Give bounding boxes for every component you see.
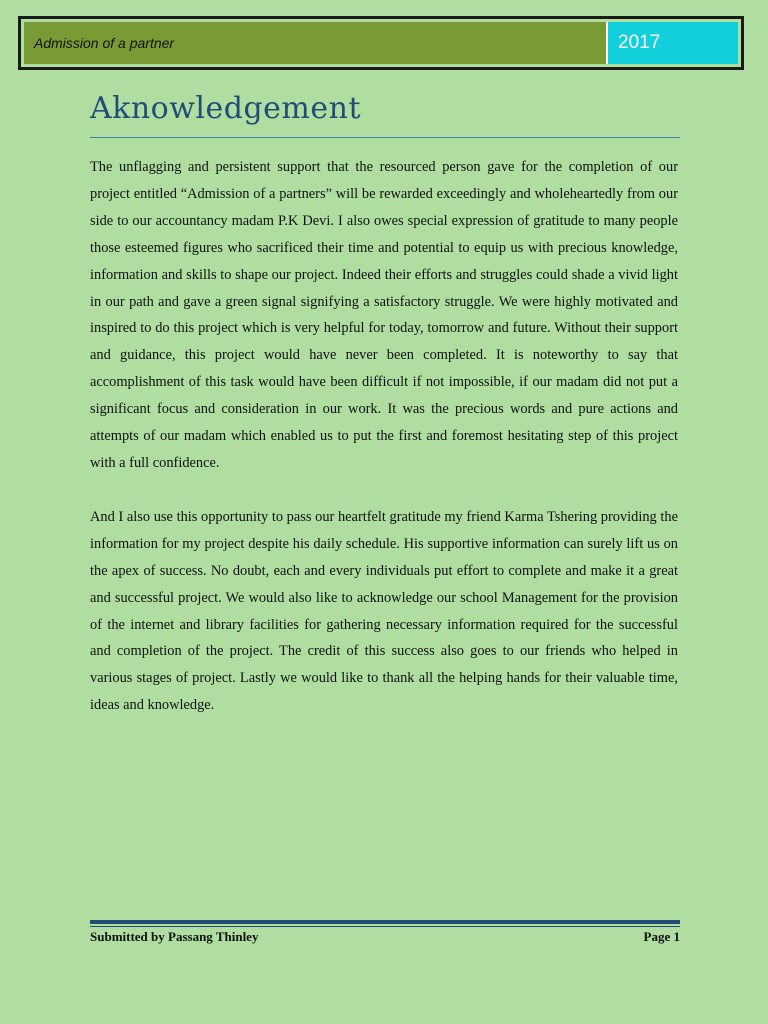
paragraph-1: The unflagging and persistent support that the resourced person gave for the completion of our project entitled “Admission of a partners” will be rewarded exceedingly and wholeheartedly from our side to our accountancy madam P.K Devi. I also owes special expression of gratitude to many people those esteemed figures who sacrificed their time and potential to equip us with precious knowledge, information and skills to shape our project. Indeed their efforts and struggles could shade a vivid light in our path and gave a green signal signifying a satisfactory struggle. We were highly motivated and inspired to do this project which is very helpful for today, tomorrow and future. Without their support and guidance, this project would have never been completed. It is noteworthy to say that accomplishment of this task would have been difficult if not impossible, if our madam did not put a significant focus and consideration in our work. It was the precious words and pure actions and attempts of our madam which enabled us to put the first and foremost hesitating step of this project with a full confidence.: [90, 159, 678, 471]
paragraph-2: And I also use this opportunity to pass our heartfelt gratitude my friend Karma Tshering providing the information for my project despite his daily schedule. His supportive information can surely lift us on the apex of success. No doubt, each and every individuals put effort to complete and make it a great and successful project. We would also like to acknowledge our school Management for the provision of the internet and library facilities for gathering necessary information required for the successful and completion of the project. The credit of this success also goes to our friends who helped in various stages of project. Lastly we would like to thank all the helping hands for their valuable time, ideas and knowledge.: [90, 508, 678, 714]
page-title: Aknowledgement: [90, 91, 361, 126]
header-project-title: Admission of a partner: [24, 22, 608, 64]
header-banner: [18, 16, 744, 70]
header-inner: [24, 22, 738, 64]
title-underline: [90, 137, 680, 138]
footer-rule-thick: [90, 920, 680, 924]
footer-submitted-by: Submitted by Passang Thinley: [90, 929, 259, 944]
footer-page-number: Page 1: [643, 929, 680, 944]
footer: [90, 929, 680, 945]
footer-rule-thin: [90, 926, 680, 927]
header-year: 2017: [608, 22, 738, 64]
body-text: [90, 154, 678, 719]
